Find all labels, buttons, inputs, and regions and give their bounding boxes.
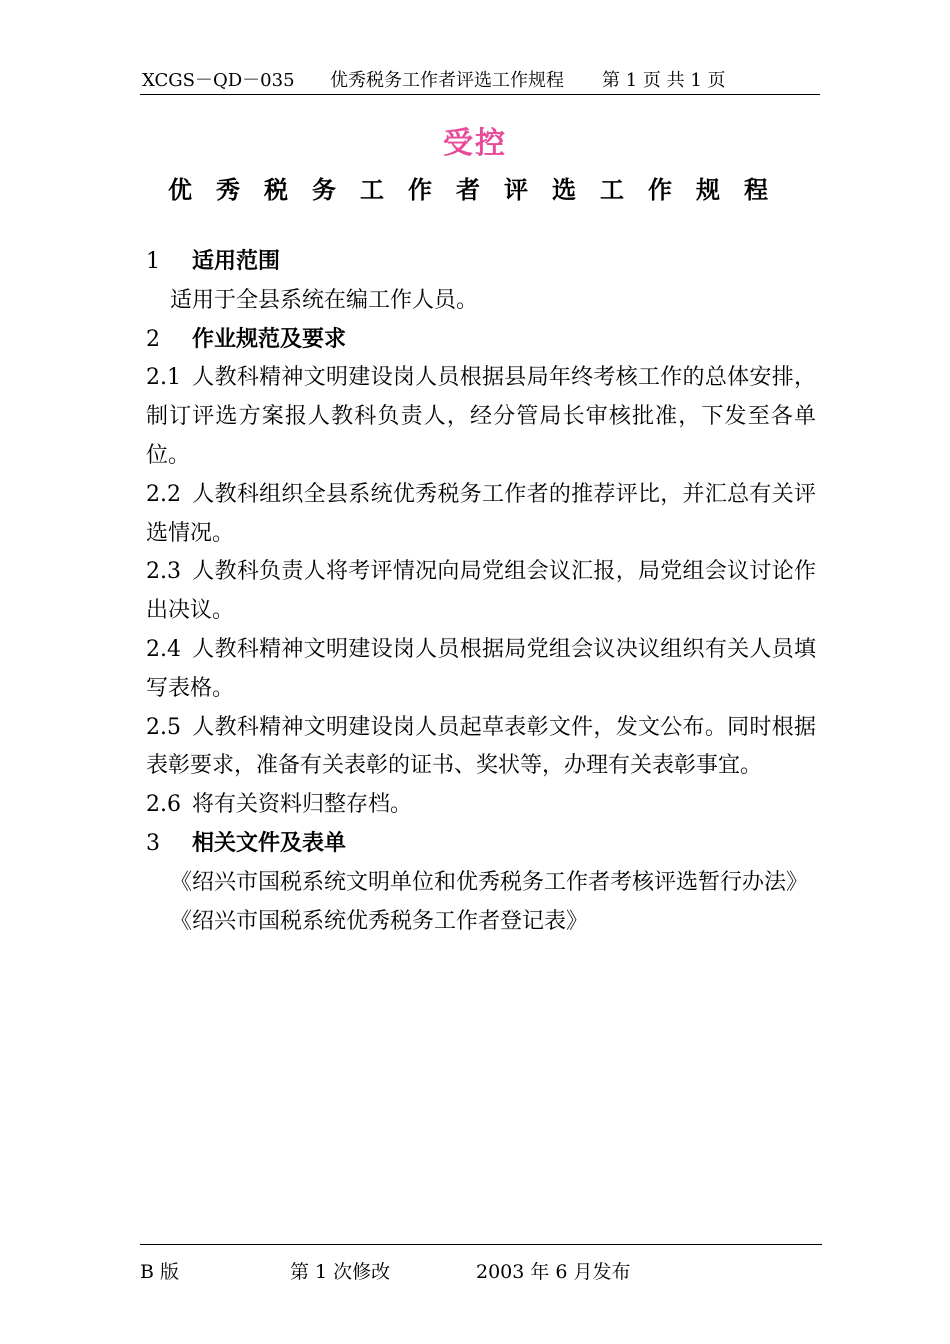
list-item xyxy=(146,631,816,709)
list-item xyxy=(146,786,816,825)
item-text: 人教科组织全县系统优秀税务工作者的推荐评比，并汇总有关评选情况。 xyxy=(146,481,816,546)
page-footer xyxy=(140,1244,822,1283)
list-item xyxy=(146,359,816,475)
section-number: 2 xyxy=(146,326,160,352)
page-header xyxy=(140,64,820,95)
page-number: 第 1 页 共 1 页 xyxy=(602,70,726,91)
section-number: 3 xyxy=(146,830,160,856)
item-number: 2.1 xyxy=(146,365,181,391)
version-label: B 版 xyxy=(140,1261,180,1283)
revision-label: 第 1 次修改 xyxy=(290,1261,391,1283)
item-text: 人教科精神文明建设岗人员根据县局年终考核工作的总体安排，制订评选方案报人教科负责人，经分管局长审核批准，下发至各单位。 xyxy=(146,365,816,468)
list-item xyxy=(146,709,816,787)
header-title: 优秀税务工作者评选工作规程 xyxy=(330,70,564,91)
section-heading xyxy=(146,321,816,360)
item-text: 人教科精神文明建设岗人员起草表彰文件，发文公布。同时根据表彰要求，准备有关表彰的证书、奖状等，办理有关表彰事宜。 xyxy=(146,714,816,779)
controlled-stamp: 受控 xyxy=(443,126,507,161)
item-text: 将有关资料归整存档。 xyxy=(192,792,413,818)
list-item xyxy=(146,476,816,554)
document-body xyxy=(146,243,816,941)
section-heading xyxy=(146,243,816,282)
document-code: XCGS－QD－035 xyxy=(142,70,295,91)
section-title: 相关文件及表单 xyxy=(192,830,347,856)
section-title: 作业规范及要求 xyxy=(192,326,347,352)
related-document: 《绍兴市国税系统文明单位和优秀税务工作者考核评选暂行办法》 xyxy=(170,869,809,895)
item-number: 2.5 xyxy=(146,714,181,740)
item-number: 2.6 xyxy=(146,792,181,818)
section-heading xyxy=(146,825,816,864)
section-title: 适用范围 xyxy=(192,249,281,274)
item-text: 人教科精神文明建设岗人员根据局党组会议决议组织有关人员填写表格。 xyxy=(146,636,816,701)
item-number: 2.3 xyxy=(146,559,181,585)
document-title: 优秀税务工作者评选工作规程 xyxy=(168,176,792,204)
item-number: 2.4 xyxy=(146,636,181,662)
related-document: 《绍兴市国税系统优秀税务工作者登记表》 xyxy=(170,908,589,934)
paragraph: 适用于全县系统在编工作人员。 xyxy=(170,287,479,313)
item-number: 2.2 xyxy=(146,481,181,507)
publish-date: 2003 年 6 月发布 xyxy=(476,1261,631,1283)
item-text: 人教科负责人将考评情况向局党组会议汇报，局党组会议讨论作出决议。 xyxy=(146,559,816,624)
list-item xyxy=(146,553,816,631)
section-number: 1 xyxy=(146,249,160,274)
